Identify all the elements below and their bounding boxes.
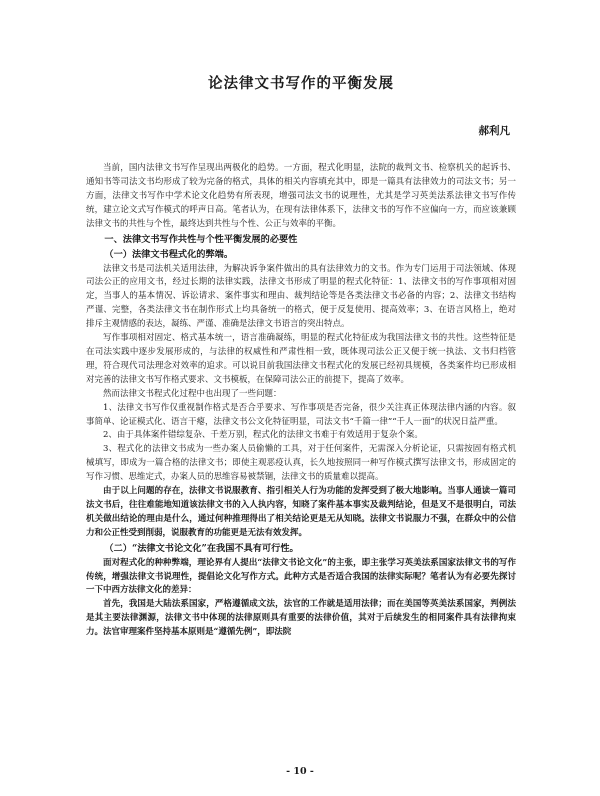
- body-paragraph: 2、由于具体案件错综复杂、千差万别，程式化的法律文书难于有效适用于复杂个案。: [103, 430, 423, 441]
- section-heading: 一、法律文书写作共性与个性平衡发展的必要性: [104, 233, 298, 245]
- author-name: 郝利凡: [478, 125, 510, 137]
- body-paragraph: 1、法律文书写作仅重视制作格式是否合乎要求、写作事项是否完备，很少关注真正体现法律内涵的内容。叙事简单、论证模式化、语言干瘪，法律文书公文化特征明显，司法文书“千篇一律”“千人一面”的状况日益严重。: [86, 402, 516, 427]
- body-paragraph: 法律文书是司法机关适用法律，为解决诉争案件做出的具有法律效力的文书。作为专门运用于司法领域、体现司法公正的应用文书，经过长期的法律实践，法律文书形成了明显的程式化特征：1、法律文书的写作事项相对固定，当事人的基本情况、诉讼请求、案件事实和理由、裁判结论等是各类法律文书必备的内容；2、法律文书结构严谨、完整，各类法律文书在制作形式上均具备统一的格式，便于反复使用、提高效率；3、在语言风格上，绝对排斥主观情感的表达，凝练、严谨、准确是法律文书语言的突出特点。: [86, 263, 516, 330]
- body-paragraph: 写作事项相对固定、格式基本统一，语言准确凝练，明显的程式化特征成为我国法律文书的共性。这些特征是在司法实践中逐步发展形成的，与法律的权威性和严肃性相一致，既体现司法公正又便于统一执法、文书归档管理，符合现代司法理念对效率的追求。可以说目前我国法律文书程式化的发展已经初具规模，各类案件均已形成相对完善的法律文书写作格式要求、文书模板，在保障司法公正的前提下，提高了效率。: [86, 333, 516, 385]
- subsection-heading: （一）法律文书程式化的弊端。: [104, 248, 234, 260]
- body-paragraph: 面对程式化的种种弊端，理论界有人提出“法律文书论文化”的主张，即主张学习英美法系国家法律文书的写作传统，增强法律文书说理性，提倡论文化写作方式。此种方式是否适合我国的法律实际呢？笔者认为有必要先探讨一下中西方法律文化的差异：: [86, 557, 516, 596]
- intro-paragraph: 当前，国内法律文书写作呈现出两极化的趋势。一方面，程式化明显，法院的裁判文书、检察机关的起诉书、通知书等司法文书均形成了较为完备的格式，具体的相关内容填充其中，即是一篇具有法律效力的司法文书；另一方面，法律文书写作中学术论文化趋势有所表现，增强司法文书的说理性，尤其是学习英美法系法律文书写作传统，建立论文式写作模式的呼声日高。笔者认为，在现有法律体系下，法律文书的写作不应偏向一方，而应该兼顾法律文书的共性与个性，最终达到共性与个性、公正与效率的平衡。: [86, 163, 516, 229]
- page-number: - 10 -: [286, 766, 314, 777]
- body-paragraph: 然而法律文书程式化过程中也出现了一些问题：: [103, 388, 282, 399]
- body-paragraph: 3、程式化的法律文书成为一些办案人员偷懒的工具，对于任何案件，无需深入分析论证，只需按固有格式机械填写，即成为一篇合格的法律文书；即使主观恶疫认真，长久地按照同一种写作模式撰写法律文书，形成固定的写作习惯、思维定式，办案人员的思维容易被禁锢，法律文书的质量难以提高。: [86, 444, 516, 483]
- body-paragraph: 由于以上问题的存在，法律文书说服教育、指引相关人行为功能的发挥受到了极大地影响。当事人通读一篇司法文书后，往往难能地知道该法律文书的入人执内容，知晓了案件基本事实及裁判结论，但是叉不是很明白，司法机关做出结论的理由是什么，通过何种推理得出了相关结论更是无从知晓。法律文书说服力不强，在群众中的公信力和公正性受到削弱，说服教育的功能更是无法有效发挥。: [86, 486, 516, 538]
- body-paragraph: 首先，我国是大陆法系国家，严格遵循成文法，法官的工作就是适用法律；而在美国等英美法系国家，判例法是其主要法律渊源，法律文书中体现的法律原则具有重要的法律价值，其对于后续发生的相同案件具有法律拘束力。法官审理案件坚持基本原则是“遵循先例”，即法院: [86, 599, 516, 638]
- article-title: 论法律文书写作的平衡发展: [208, 75, 394, 92]
- subsection-heading: （二）“法律文书论文化”在我国不具有可行性。: [104, 542, 299, 554]
